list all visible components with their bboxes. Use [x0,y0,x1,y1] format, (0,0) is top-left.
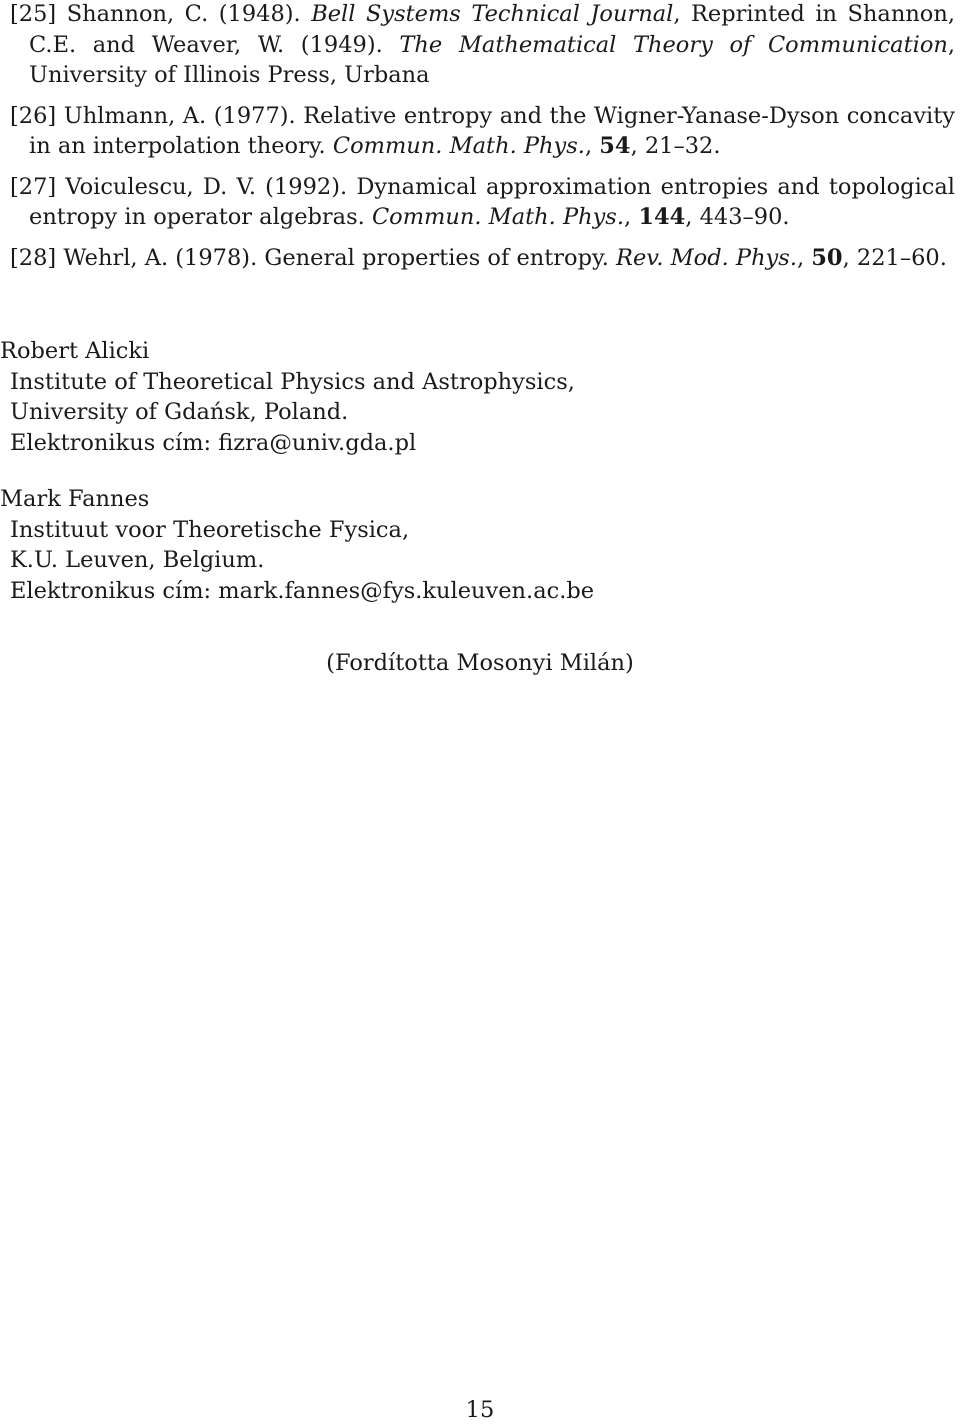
author-affiliation: Institute of Theoretical Physics and Astrophysics, [10,368,575,395]
reference-text: Wehrl, A. (1978). General properties of entropy. [63,244,609,271]
reference-26 [10,101,955,162]
reference-text: Shannon, C. (1948). [66,1,301,27]
reference-number: [25] [10,1,57,27]
reference-text: Uhlmann, A. (1977). Relative entropy and the Wigner-Yanase-Dyson concavity in an interpolation theory. [29,102,956,159]
book-title: The Mathematical Theory of Communication [399,31,948,58]
page-range: , 221–60. [842,244,947,271]
reference-text: , [624,204,632,230]
author-name: Mark Fannes [0,486,150,512]
reference-text: , Reprinted in Shannon, C.E. and Weaver, W. (1949). [29,1,955,58]
page-number: 15 [465,1397,495,1423]
reference-27 [10,172,955,233]
journal-title: Commun. Math. Phys. [371,204,625,230]
volume-number: 50 [811,244,843,271]
author-affiliation: University of Gdańsk, Poland. [10,399,349,425]
reference-number: [28] [10,244,57,271]
journal-title: Bell Systems Technical Journal [311,1,674,27]
reference-25 [10,0,955,91]
journal-title: Rev. Mod. Phys. [616,244,797,271]
translator-credit: (Fordította Mosonyi Milán) [326,650,634,676]
reference-text: , [584,133,593,159]
author-email: Elektronikus cím: mark.fannes@fys.kuleuven.ac.be [10,577,595,604]
reference-28 [10,243,955,274]
author-email: Elektronikus cím: fizra@univ.gda.pl [10,429,417,456]
author-block-fannes [0,484,950,606]
page-range: , 443–90. [685,204,790,230]
reference-number: [27] [10,173,57,200]
reference-text: Voiculescu, D. V. (1992). Dynamical approximation entropies and topological entropy in operator algebras. [29,173,955,230]
author-affiliation: Instituut voor Theoretische Fysica, [10,516,410,543]
journal-title: Commun. Math. Phys. [332,133,585,159]
volume-number: 144 [638,204,686,230]
author-block-alicki [0,336,950,458]
page-range: , 21–32. [630,133,721,159]
author-affiliation: K.U. Leuven, Belgium. [10,547,265,573]
author-name: Robert Alicki [0,338,150,364]
reference-list [10,0,955,283]
reference-text: , University of Illinois Press, Urbana [29,31,956,88]
volume-number: 54 [599,133,631,159]
reference-number: [26] [10,102,57,129]
reference-text: , [796,244,805,271]
